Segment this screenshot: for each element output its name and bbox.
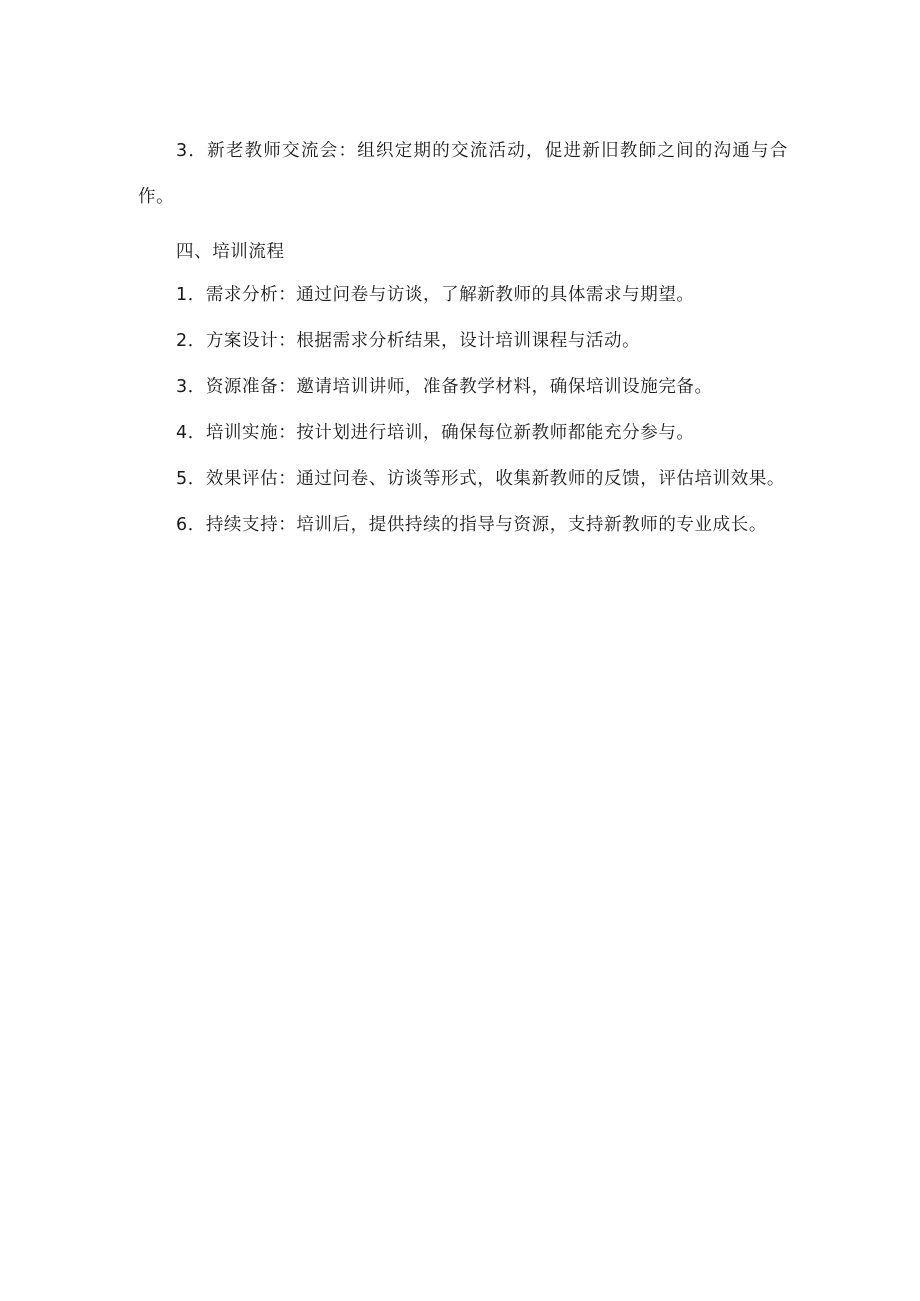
paragraph-effect-evaluation: 5．效果评估：通过问卷、访谈等形式，收集新教师的反馈，评估培训效果。 (176, 469, 786, 489)
paragraph-resource-preparation: 3．资源准备：邀请培训讲师，准备教学材料，确保培训设施完备。 (176, 377, 713, 397)
paragraph-plan-design: 2．方案设计：根据需求分析结果，设计培训课程与活动。 (176, 331, 641, 351)
paragraph-exchange-meeting: 3．新老教师交流会：组织定期的交流活动，促进新旧教師之间的沟通与合作。 (138, 141, 788, 207)
section-heading-training-process: 四、培训流程 (176, 242, 285, 262)
paragraph-ongoing-support: 6．持续支持：培训后，提供持续的指导与资源，支持新教师的专业成长。 (176, 515, 767, 535)
document-body (138, 128, 788, 548)
paragraph-training-implementation: 4．培训实施：按计划进行培训，确保每位新教师都能充分参与。 (176, 423, 695, 443)
paragraph-needs-analysis: 1．需求分析：通过问卷与访谈，了解新教师的具体需求与期望。 (176, 285, 695, 305)
